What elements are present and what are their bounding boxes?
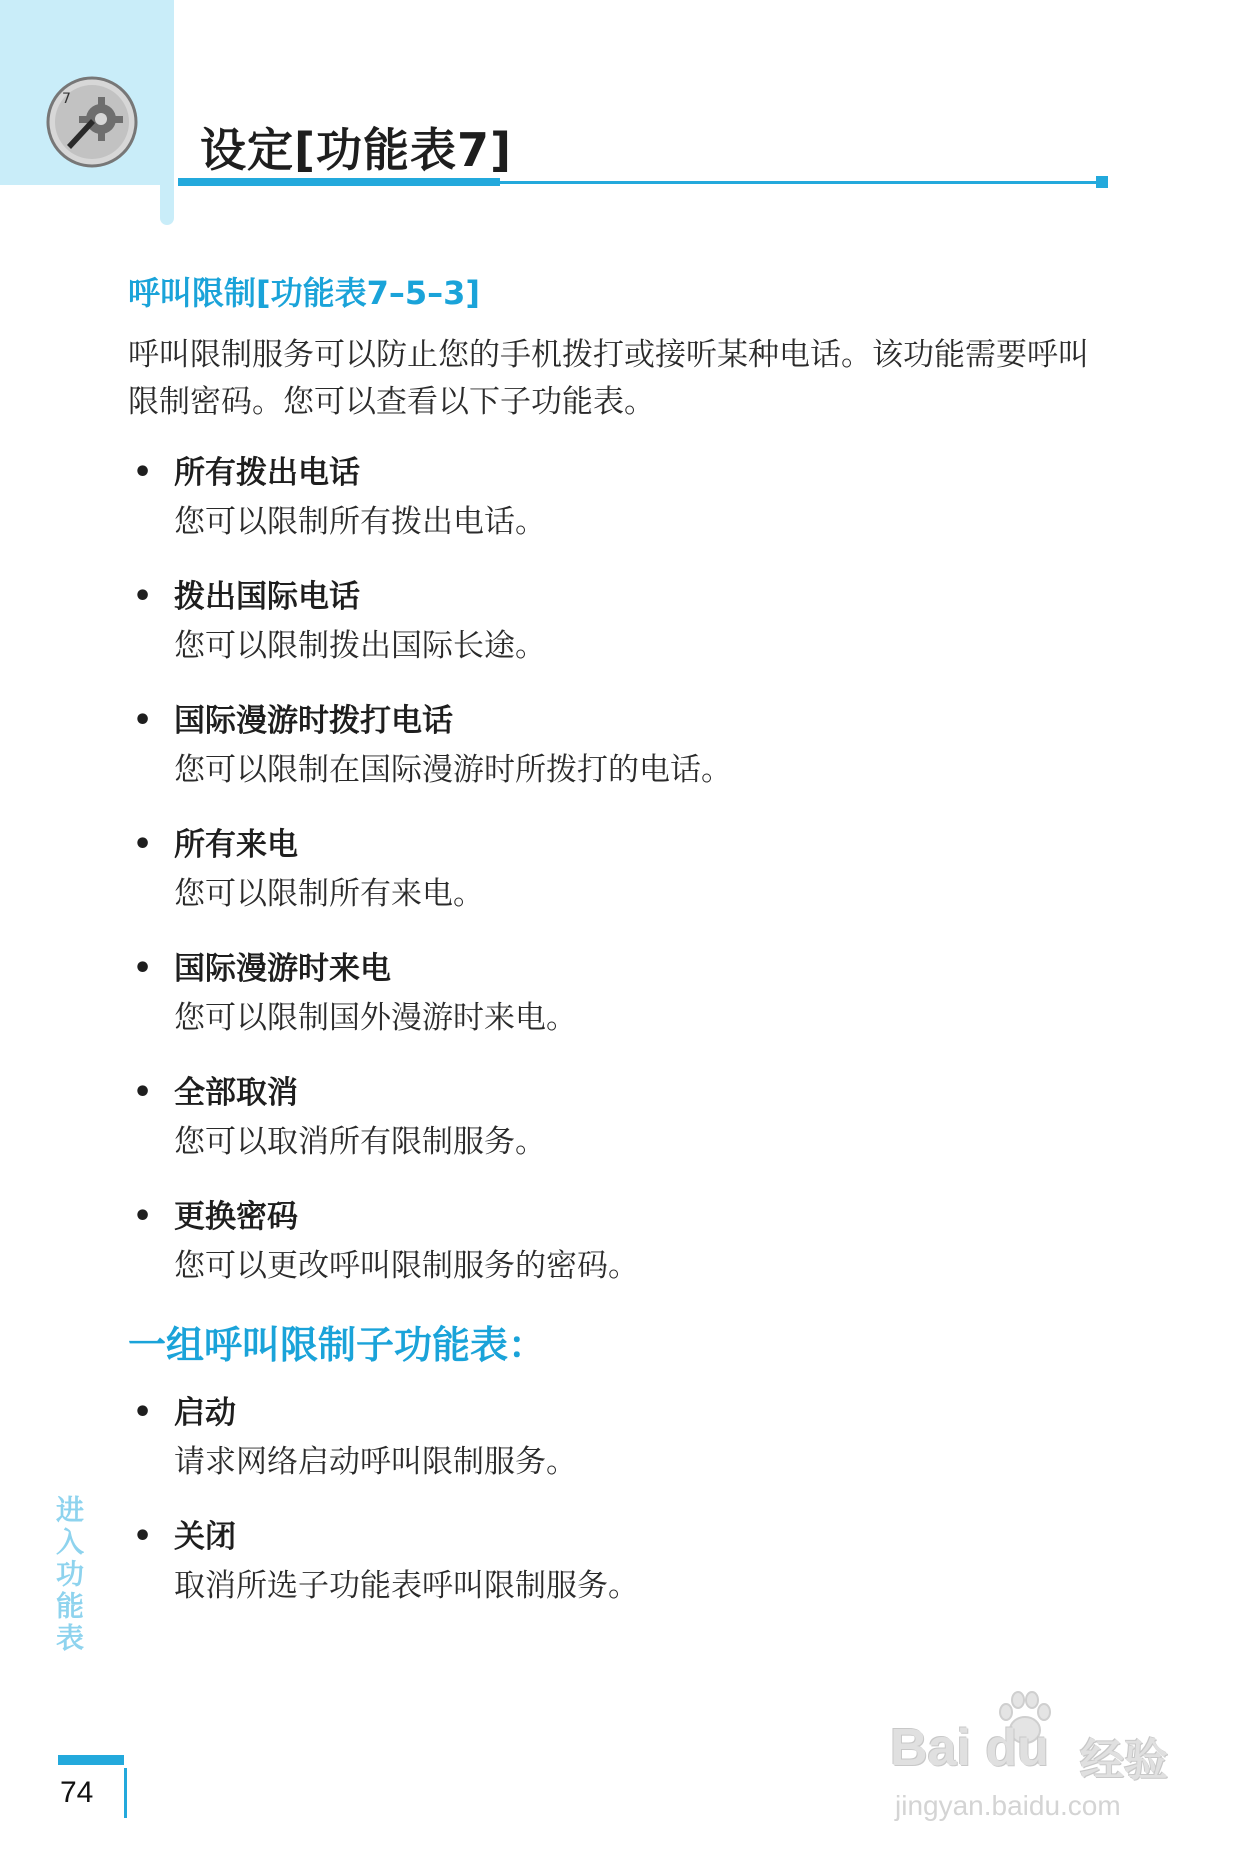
subsection-heading: 一组呼叫限制子功能表： [128, 1323, 547, 1367]
item-desc: 您可以更改呼叫限制服务的密码。 [174, 1248, 639, 1284]
item-desc: 您可以限制所有来电。 [174, 876, 484, 912]
watermark [890, 1690, 1190, 1830]
list-item [128, 698, 1098, 796]
bullet: • [133, 951, 153, 986]
settings-gear-icon [45, 75, 140, 170]
content [128, 270, 1098, 1638]
bullet: • [133, 455, 153, 490]
list-item [128, 946, 1098, 1044]
list-item [128, 1194, 1098, 1292]
section-intro: 呼叫限制服务可以防止您的手机拨打或接听某种电话。该功能需要呼叫限制密码。您可以查看以下子功能表。 [128, 337, 1089, 420]
section-heading: 呼叫限制[功能表7–5–3] [128, 274, 481, 312]
title-rule-end [1096, 176, 1108, 188]
title-rule [500, 181, 1100, 184]
badge-number: 7 [62, 91, 71, 107]
item-desc: 您可以限制在国际漫游时所拨打的电话。 [174, 752, 732, 788]
item-desc: 取消所选子功能表呼叫限制服务。 [174, 1568, 639, 1604]
bullet: • [133, 1519, 153, 1554]
item-desc: 您可以限制拨出国际长途。 [174, 628, 546, 664]
item-desc: 您可以取消所有限制服务。 [174, 1124, 546, 1160]
list-item [128, 450, 1098, 548]
corner-stripe [160, 0, 174, 225]
list-item [128, 822, 1098, 920]
watermark-cn: 经验 [1080, 1735, 1168, 1786]
watermark-brand: Bai du [890, 1719, 1049, 1777]
item-title: 国际漫游时来电 [174, 951, 391, 987]
item-desc: 请求网络启动呼叫限制服务。 [174, 1444, 577, 1480]
item-title: 国际漫游时拨打电话 [174, 703, 453, 739]
item-title: 全部取消 [174, 1075, 298, 1111]
title-underline [178, 178, 500, 186]
item-title: 拨出国际电话 [174, 579, 360, 615]
bullet: • [133, 1395, 153, 1430]
bullet: • [133, 827, 153, 862]
page-title: 设定[功能表7] [200, 123, 513, 177]
item-desc: 您可以限制国外漫游时来电。 [174, 1000, 577, 1036]
side-tab-label: 进入功能表 [52, 1495, 85, 1655]
bullet: • [133, 579, 153, 614]
list-item [128, 1390, 1098, 1488]
watermark-url: jingyan.baidu.com [895, 1790, 1121, 1821]
bullet: • [133, 1199, 153, 1234]
item-title: 所有拨出电话 [174, 455, 360, 491]
item-title: 关闭 [174, 1519, 236, 1555]
page-tab-marker [58, 1755, 124, 1765]
item-title: 所有来电 [174, 827, 298, 863]
item-title: 启动 [174, 1395, 236, 1431]
bullet: • [133, 1075, 153, 1110]
bullet: • [133, 703, 153, 738]
list-item [128, 574, 1098, 672]
list-item [128, 1514, 1098, 1612]
item-desc: 您可以限制所有拨出电话。 [174, 504, 546, 540]
list-item [128, 1070, 1098, 1168]
item-title: 更换密码 [174, 1199, 298, 1235]
page-number: 74 [60, 1768, 127, 1818]
